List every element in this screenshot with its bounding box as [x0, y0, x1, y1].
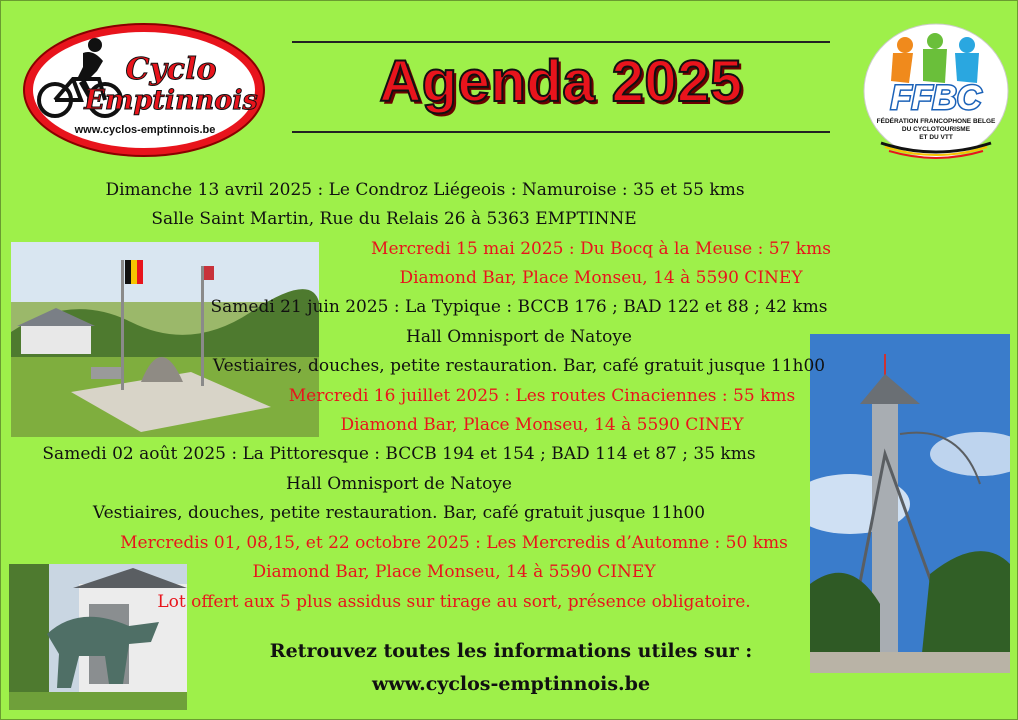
title-rule-top — [292, 41, 830, 43]
cyclo-emptinnois-logo — [21, 21, 267, 159]
event-3-location: Hall Omnisport de Natoye — [406, 327, 632, 347]
event-4-title: Mercredi 16 juillet 2025 : Les routes Cinaciennes : 55 kms — [288, 386, 796, 406]
logo-emptinnois-text: Emptinnois — [84, 85, 258, 116]
event-1-title: Dimanche 13 avril 2025 : Le Condroz Liégeois : Namuroise : 35 et 55 kms — [105, 180, 745, 200]
event-2-title: Mercredi 15 mai 2025 : Du Bocq à la Meuse : 57 kms — [371, 239, 831, 259]
event-6-note: Lot offert aux 5 plus assidus sur tirage au sort, présence obligatoire. — [157, 592, 751, 612]
title-rule-bottom — [292, 131, 830, 133]
event-3-details: Vestiaires, douches, petite restauration. Bar, café gratuit jusque 11h00 — [212, 356, 826, 376]
ffbc-acronym: FFBC — [890, 79, 982, 117]
event-6-location: Diamond Bar, Place Monseu, 14 à 5590 CINEY — [252, 562, 656, 582]
event-5-details: Vestiaires, douches, petite restauration. Bar, café gratuit jusque 11h00 — [92, 503, 706, 523]
ffbc-line2: DU CYCLOTOURISME — [901, 126, 971, 133]
event-5-location: Hall Omnisport de Natoye — [286, 474, 512, 494]
event-5-title: Samedi 02 août 2025 : La Pittoresque : BCCB 194 et 154 ; BAD 114 et 87 ; 35 kms — [42, 444, 756, 464]
event-4-location: Diamond Bar, Place Monseu, 14 à 5590 CINEY — [340, 415, 744, 435]
event-2-location: Diamond Bar, Place Monseu, 14 à 5590 CINEY — [399, 268, 803, 288]
footer-text: Retrouvez toutes les informations utiles sur : — [269, 640, 753, 662]
footer-url: www.cyclos-emptinnois.be — [371, 673, 651, 695]
ffbc-logo — [863, 23, 1009, 159]
ffbc-line1: FÉDÉRATION FRANCOPHONE BELGE — [876, 118, 996, 125]
village-photo — [11, 242, 319, 437]
event-6-title: Mercredis 01, 08,15, et 22 octobre 2025 : Les Mercredis d’Automne : 50 kms — [120, 533, 788, 553]
page-title: Agenda 2025 — [379, 49, 743, 114]
event-1-location: Salle Saint Martin, Rue du Relais 26 à 5363 EMPTINNE — [151, 209, 637, 229]
ffbc-line3: ET DU VTT — [919, 134, 953, 141]
event-3-title: Samedi 21 juin 2025 : La Typique : BCCB 176 ; BAD 122 et 88 ; 42 kms — [210, 297, 828, 317]
statue-photo — [9, 564, 187, 710]
tower-photo — [810, 334, 1010, 673]
cyclists-icon — [891, 33, 979, 83]
logo-cyclo-text: Cyclo — [125, 52, 217, 87]
logo-url-text: www.cyclos-emptinnois.be — [74, 124, 216, 136]
